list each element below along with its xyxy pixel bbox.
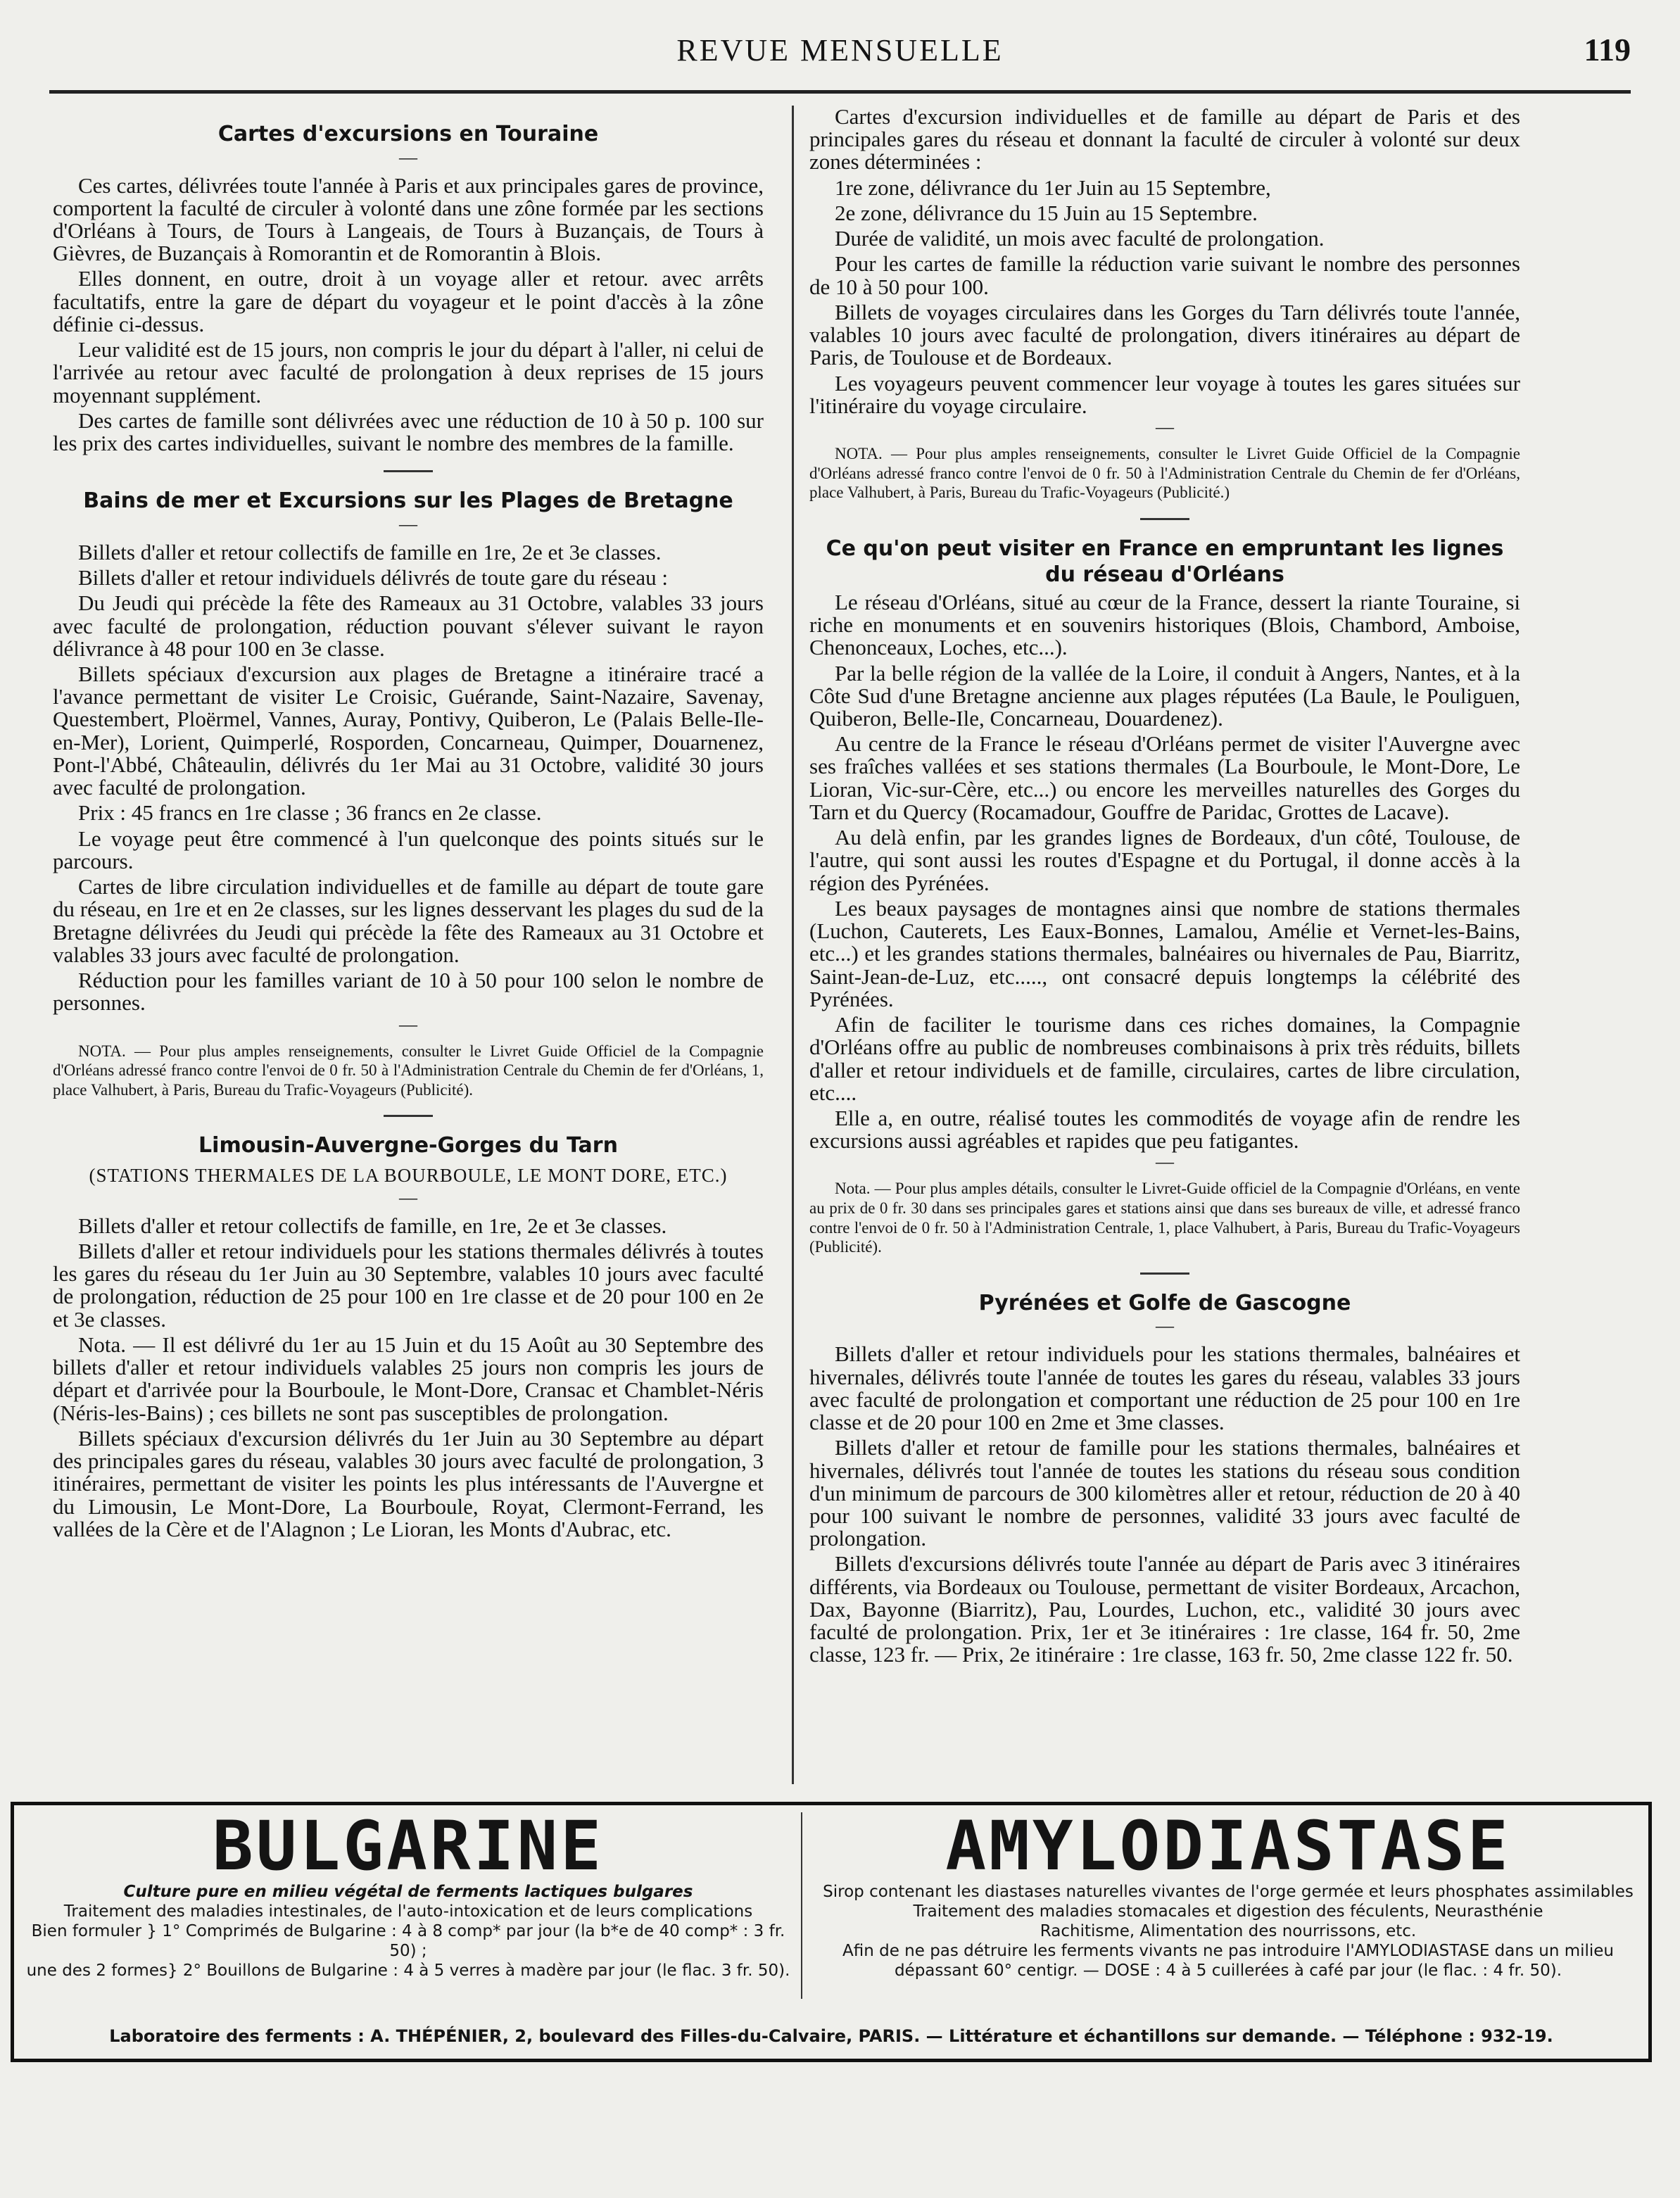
paragraph: Billets spéciaux d'excursion délivrés du 1er Juin au 30 Septembre au départ des principales gares du réseau, valables 30 jours avec faculté de prolongation, 3 itinéraires, permettant de visiter les points les plus intéressants de l'Auvergne et du Limousin, Le Mont-Dore, La Bourboule, Royat, Clermont-Ferrand, les vallées de la Cère et de l'Alagnon ; Le Lioran, les Monts d'Aubrac, etc. [53,1425,764,1541]
paragraph: Du Jeudi qui précède la fête des Rameaux au 31 Octobre, valables 33 jours avec faculté de prolongation, réduction pouvant s'élever suivant le rayon délivrance à 48 pour 100 en 3e classe. [53,590,764,661]
amylodiastase-line: Afin de ne pas détruire les ferments vivants ne pas introduire l'AMYLODIASTASE dans un milieu [842,1941,1615,1960]
dash-divider: — [399,146,417,168]
header-rule [49,90,1631,94]
section-separator [384,470,433,472]
bulgarine-ad [21,1807,795,1997]
dash-divider: — [399,1187,417,1208]
paragraph: Les beaux paysages de montagnes ainsi que nombre de stations thermales (Luchon, Cauterets, Les Eaux-Bonnes, Lamalou, Amélie et Vernet-les-Bains, etc...) et les grandes stations thermales, balnéaires ou hivernales de Pau, Biarritz, Saint-Jean-de-Luz, etc....., ont consacré depuis longtemps la célébrité des Pyrénées. [809,895,1520,1011]
section-title: Limousin-Auvergne-Gorges du Tarn [198,1133,618,1158]
section-separator [1140,1272,1189,1275]
bulgarine-line: Traitement des maladies intestinales, de l'auto-intoxication et de leurs complications [63,1902,753,1921]
nota: NOTA. — Pour plus amples renseignements, consulter le Livret Guide Officiel de la Compagnie d'Orléans adressé franco contre l'envoi de 0 fr. 50 à l'Administration Centrale du Chemin de fer d'Orléans, 1, place Valhubert, à Paris, Bureau du Trafic-Voyageurs (Publicité). [53,1042,764,1099]
amylodiastase-line: Sirop contenant les diastases naturelles vivantes de l'orge germée et leurs phosphates assimilables [823,1882,1634,1901]
paragraph: Billets d'aller et retour collectifs de famille en 1re, 2e et 3e classes. [78,539,662,564]
bulgarine-line: Bien formuler } 1° Comprimés de Bulgarine : 4 à 8 comp* par jour (la b*e de 40 comp* : 3 fr. 50) ; [31,1921,785,1960]
paragraph: 1re zone, délivrance du 1er Juin au 15 Septembre, [835,175,1271,200]
amylodiastase-line: dépassant 60° centigr. — DOSE : 4 à 5 cuillerées à café par jour (le flac. : 4 fr. 50). [894,1961,1562,1980]
page-number: 119 [1584,32,1631,68]
dash-divider: — [399,513,417,534]
amylodiastase-line: Rachitisme, Alimentation des nourrissons, etc. [1040,1921,1417,1940]
paragraph: Leur validité est de 15 jours, non compris le jour du départ à l'aller, ni celui de l'arrivée au retour avec faculté de prolongation à deux reprises de 15 jours moyennant supplément. [53,337,764,408]
paragraph: Ces cartes, délivrées toute l'année à Paris et aux principales gares de province, comportent la faculté de circuler à volonté dans une zône formée par les sections d'Orléans à Tours, de Tours à Langeais, de Tours à Buzançais, de Tours à Gièvres, de Buzançais à Romorantin et de Romorantin à Blois. [53,172,764,266]
section-limousin [53,1132,764,1541]
paragraph: Cartes de libre circulation individuelles et de famille au départ de toute gare du réseau, en 1re et en 2e classes, sur les lignes desservant les plages du sud de la Bretagne délivrées du Jeudi qui précède la fête des Rameaux au 31 Octobre et valables 33 jours avec faculté de prolongation. [53,874,764,967]
nota: Nota. — Pour plus amples détails, consulter le Livret-Guide officiel de la Compagnie d'Orléans, en vente au prix de 0 fr. 30 dans ses principales gares et stations ainsi que dans ses bureaux de ville, et adressé franco contre l'envoi de 0 fr. 50 à l'Administration Centrale, 1, place Valhubert, à Paris, Bureau du Trafic-Voyageurs (Publicité). [809,1180,1520,1256]
paragraph: Le voyage peut être commencé à l'un quelconque des points situés sur le parcours. [53,826,764,873]
journal-title: REVUE MENSUELLE [676,33,1004,68]
paragraph: Billets d'aller et retour individuels délivrés de toute gare du réseau : [78,565,669,590]
dash-divider: — [1156,417,1174,438]
section-visiter [809,536,1520,1257]
section-cartes-excursion [809,106,1520,503]
paragraph: Par la belle région de la vallée de la Loire, il conduit à Angers, Nantes, et à la Côte Sud d'une Bretagne ancienne aux plages réputées (La Baule, le Pouliguen, Quiberon, Belle-Ile, Concarneau, Douardenez). [809,660,1520,731]
paragraph: Billets d'excursions délivrés toute l'année au départ de Paris avec 3 itinéraires différents, via Bordeaux ou Toulouse, permettant de visiter Bordeaux, Arcachon, Dax, Bayonne (Biarritz), Pau, Lourdes, Luchon, etc., validité 30 jours avec faculté de prolongation. Prix, 1er et 3e itinéraires : 1re classe, 164 fr. 50, 2me classe, 123 fr. — Prix, 2e itinéraire : 1re classe, 163 fr. 50, 2me classe 122 fr. 50. [809,1551,1520,1667]
section-title: Ce qu'on peut visiter en France en empruntant les lignes du réseau d'Orléans [826,536,1504,588]
right-column [809,106,1520,1669]
paragraph: Au delà enfin, par les grandes lignes de Bordeaux, d'un côté, Toulouse, de l'autre, qui sont aussi les routes d'Espagne et du Portugal, il donne accès à la région des Pyrénées. [809,825,1520,895]
paragraph: Cartes d'excursion individuelles et de famille au départ de Paris et des principales gares du réseau et donnant la faculté de circuler à volonté sur deux zones déterminées : [809,104,1520,175]
ad-divider [801,1812,802,1999]
dash-divider: — [1156,1151,1174,1173]
bulgarine-tagline: Culture pure en milieu végétal de ferments lactiques bulgares [123,1882,693,1901]
bulgarine-line: une des 2 formes} 2° Bouillons de Bulgarine : 4 à 5 verres à madère par jour (le flac. 3 fr. 50). [26,1961,790,1980]
paragraph: Des cartes de famille sont délivrées avec une réduction de 10 à 50 p. 100 sur les prix des cartes individuelles, suivant le nombre des membres de la famille. [53,408,764,456]
nota: NOTA. — Pour plus amples renseignements, consulter le Livret Guide Officiel de la Compagnie d'Orléans adressé franco contre l'envoi de 0 fr. 50 à l'Administration Centrale du Chemin de fer d'Orléans, place Valhubert, à Paris, Bureau du Trafic-Voyageurs (Publicité.) [809,445,1520,502]
paragraph: Nota. — Il est délivré du 1er au 15 Juin et du 15 Août au 30 Septembre des billets d'aller et retour individuels valables 25 jours non compris les jours de départ et d'arrivée pour la Bourboule, le Mont-Dore, Cransac et Chamblet-Néris (Néris-les-Bains) ; ces billets ne sont pas susceptibles de prolongation. [53,1332,764,1425]
paragraph: Le réseau d'Orléans, situé au cœur de la France, dessert la riante Touraine, si riche en monuments et en souvenirs historiques (Blois, Chambord, Amboise, Chenonceaux, Loches, etc...). [809,589,1520,660]
amylodiastase-brand: AMYLODIASTASE [945,1807,1511,1886]
paragraph: Au centre de la France le réseau d'Orléans permet de visiter l'Auvergne avec ses fraîches vallées et ses stations thermales (La Bourboule, le Mont-Dore, Le Lioran, Vic-sur-Cère, etc...) ou encore les merveilles naturelles des Gorges du Tarn et du Quercy (Rocamadour, Gouffre de Paridac, Grottes de Lacave). [809,731,1520,824]
paragraph: Billets spéciaux d'excursion aux plages de Bretagne a itinéraire tracé a l'avance permettant de visiter Le Croisic, Guérande, Saint-Nazaire, Savenay, Questembert, Ploërmel, Vannes, Auray, Pontivy, Quiberon, Le (Palais Belle-Ile-en-Mer), Lorient, Quimperlé, Rosporden, Concarneau, Quimper, Douarnenez, Pont-l'Abbé, Châteaulin, délivrés du 1er Mai au 31 Octobre, validité 30 jours avec faculté de prolongation. [53,661,764,800]
paragraph: Afin de faciliter le tourisme dans ces riches domaines, la Compagnie d'Orléans offre au public de nombreuses combinaisons à prix très réduits, billets d'aller et retour individuels et de famille, circulaires, cartes de libre circulation, etc.... [809,1012,1520,1105]
section-title: Cartes d'excursions en Touraine [217,122,599,146]
page-header [49,28,1631,77]
section-separator [1140,518,1189,520]
paragraph: Prix : 45 francs en 1re classe ; 36 francs en 2e classe. [78,800,542,826]
dash-divider: — [399,1013,417,1035]
paragraph: Billets d'aller et retour de famille pour les stations thermales, balnéaires et hivernales, délivrés tout l'année de toutes les stations du réseau sous condition d'un minimum de parcours de 300 kilomètres aller et retour, réduction de 20 à 40 pour 100 suivant le nombre de personnes, validité 33 jours avec faculté de prolongation. [809,1435,1520,1551]
advertisement-box [11,1802,1652,2062]
paragraph: Elles donnent, en outre, droit à un voyage aller et retour. avec arrêts facultatifs, entre la gare de départ du voyageur et le point d'accès à la zône définie ci-dessus. [53,266,764,336]
section-pyrenees [809,1290,1520,1667]
laboratory-footer: Laboratoire des ferments : A. THÉPÉNIER, 2, boulevard des Filles-du-Calvaire, PARIS. — Littérature et échantillons sur demande. — Téléphone : 932-19. [109,2026,1553,2046]
paragraph: 2e zone, délivrance du 15 Juin au 15 Septembre. [835,200,1258,225]
section-touraine [53,121,764,455]
paragraph: Billets d'aller et retour collectifs de famille, en 1re, 2e et 3e classes. [78,1213,667,1238]
section-title: Pyrénées et Golfe de Gascogne [978,1290,1351,1315]
dash-divider: — [1156,1315,1174,1337]
paragraph: Pour les cartes de famille la réduction varie suivant le nombre des personnes de 10 à 50 pour 100. [809,251,1520,299]
section-subtitle: (STATIONS THERMALES DE LA BOURBOULE, LE MONT DORE, ETC.) [89,1164,728,1186]
amylodiastase-ad [806,1807,1650,1997]
column-divider [792,106,794,1784]
left-column [53,106,764,1543]
paragraph: Réduction pour les familles variant de 10 à 50 pour 100 selon le nombre de personnes. [53,968,764,1016]
paragraph: Durée de validité, un mois avec faculté de prolongation. [835,226,1325,251]
paragraph: Elle a, en outre, réalisé toutes les commodités de voyage afin de rendre les excursions aussi agréables et rapides que peu fatigantes. [809,1105,1520,1154]
paragraph: Billets d'aller et retour individuels pour les stations thermales, balnéaires et hivernales, délivrés toute l'année de toutes les gares du réseau, valables 33 jours avec faculté de prolongation et comportant une réduction de 25 pour 100 en 1re classe et de 20 pour 100 en 2me et 3me classes. [809,1341,1520,1435]
bulgarine-brand: BULGARINE [212,1807,605,1886]
section-separator [384,1115,433,1117]
section-title: Bains de mer et Excursions sur les Plages de Bretagne [83,488,733,514]
paragraph: Les voyageurs peuvent commencer leur voyage à toutes les gares situées sur l'itinéraire du voyage circulaire. [809,370,1520,418]
paragraph: Billets de voyages circulaires dans les Gorges du Tarn délivrés toute l'année, valables 10 jours avec faculté de prolongation, divers itinéraires au départ de Paris, de Toulouse et de Bordeaux. [809,299,1520,370]
paragraph: Billets d'aller et retour individuels pour les stations thermales délivrés à toutes les gares du réseau du 1er Juin au 30 Septembre, valables 10 jours avec faculté de prolongation, réduction de 25 pour 100 en 1re classe et de 20 pour 100 en 2e et 3e classes. [53,1239,764,1332]
amylodiastase-line: Traitement des maladies stomacales et digestion des féculents, Neurasthénie [913,1902,1543,1921]
section-bretagne [53,488,764,1099]
